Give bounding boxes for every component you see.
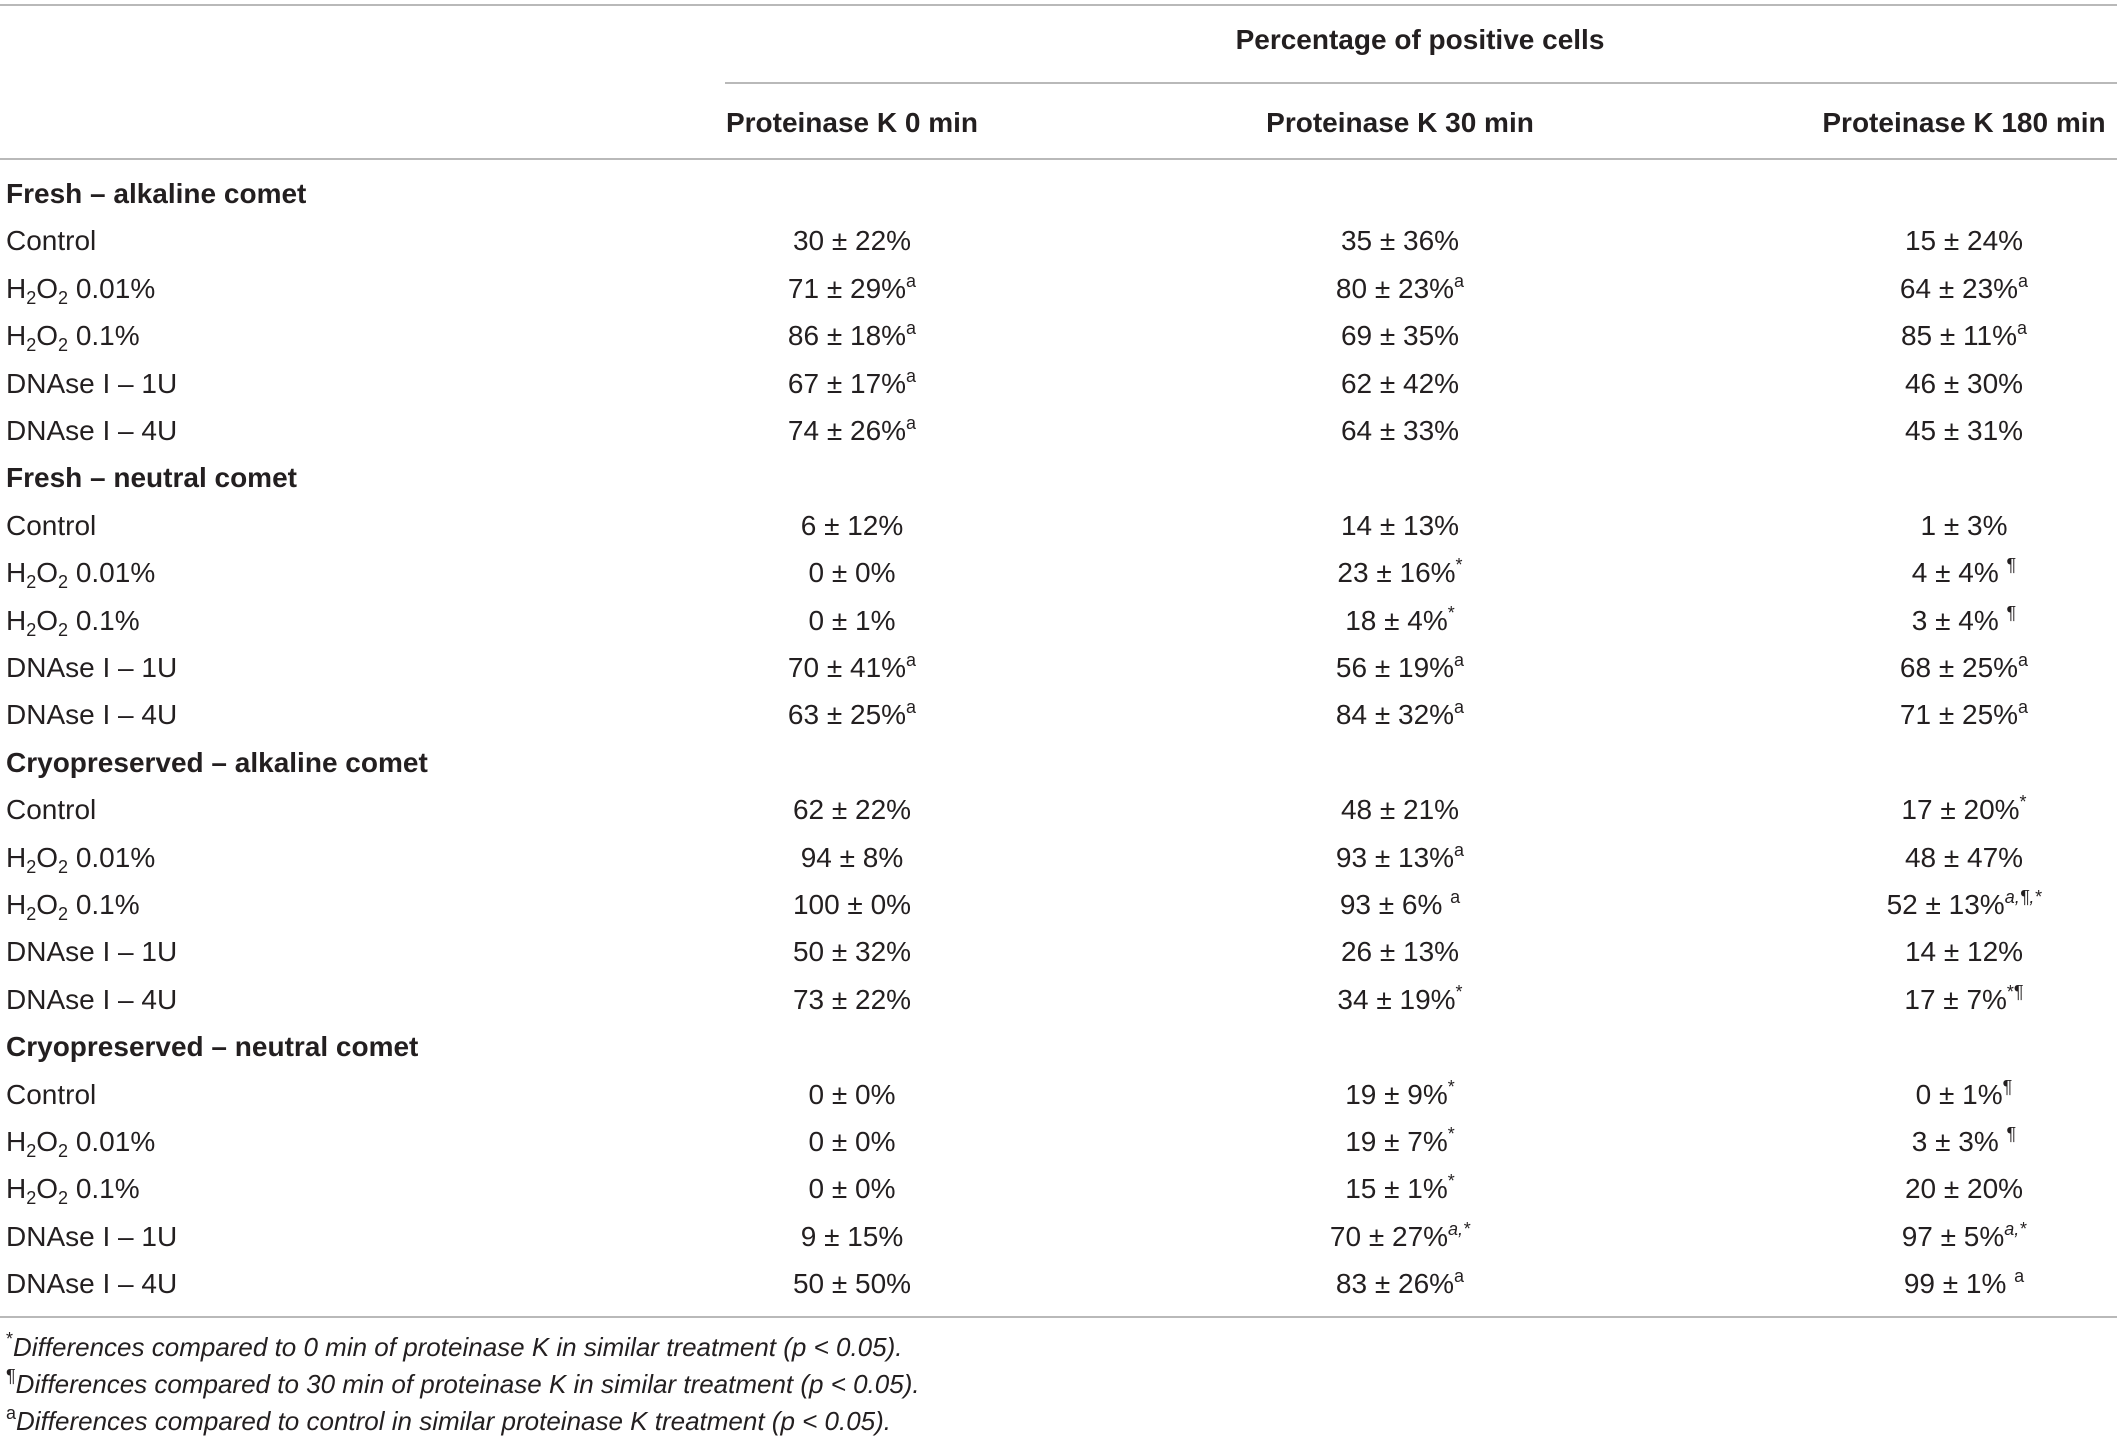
- column-header-0min: Proteinase K 0 min: [725, 107, 979, 138]
- table-cell: [1340, 887, 1460, 923]
- table-cell: [1336, 650, 1464, 686]
- significance-mark: ¶: [2002, 1076, 2013, 1097]
- section-title: Cryopreserved – neutral comet: [6, 1031, 419, 1063]
- table-cell: [788, 271, 916, 307]
- cell-value: 0 ± 0%: [808, 1173, 896, 1205]
- table-cell: [1341, 934, 1459, 970]
- significance-mark: *: [1447, 1076, 1455, 1097]
- table-cell: [793, 982, 911, 1018]
- table-cell: [793, 223, 911, 259]
- cell-value: 99 ± 1%: [1903, 1268, 2015, 1300]
- cell-value: 46 ± 30%: [1904, 367, 2024, 399]
- row-label: [6, 366, 177, 402]
- cell-value: 20 ± 20%: [1904, 1173, 2024, 1205]
- table-cell: [1905, 840, 2023, 876]
- section-title: Fresh – alkaline comet: [6, 178, 307, 209]
- cell-value: 30 ± 22%: [792, 225, 912, 257]
- cell-value: 0 ± 1%: [1915, 1078, 2003, 1110]
- subscript: 2: [58, 572, 69, 593]
- subscript: 2: [26, 1188, 37, 1209]
- significance-mark: *¶: [2006, 981, 2024, 1002]
- table-cell: [809, 1124, 896, 1160]
- row-label-text: O: [36, 841, 59, 873]
- row-label-text: O: [36, 557, 59, 589]
- row-label-text: Control: [6, 1078, 97, 1110]
- subscript: 2: [26, 1141, 37, 1161]
- table-cell: [1341, 318, 1459, 354]
- row-label-text: O: [36, 1173, 59, 1205]
- significance-mark: a: [1454, 1266, 1465, 1287]
- cell-value: 48 ± 47%: [1904, 841, 2024, 873]
- significance-mark: a: [1454, 270, 1465, 291]
- row-label-text: O: [36, 604, 59, 636]
- table-cell: [1336, 271, 1464, 307]
- table-cell: [788, 697, 916, 733]
- table-cell: [1901, 318, 2027, 354]
- table-cell: [788, 413, 916, 449]
- significance-mark: a: [2018, 697, 2029, 718]
- cell-value: 70 ± 41%: [787, 652, 907, 683]
- table-cell: [1336, 697, 1464, 733]
- row-label-text: 0.01%: [68, 1126, 156, 1157]
- cell-value: 93 ± 13%: [1335, 841, 1455, 873]
- subscript: 2: [26, 856, 37, 877]
- row-label-text: DNAse I – 1U: [6, 652, 178, 683]
- table-cell: [788, 318, 916, 354]
- table-cell: [793, 1266, 911, 1302]
- significance-mark: a: [906, 270, 917, 291]
- cell-value: 0 ± 0%: [808, 557, 896, 589]
- cell-value: 93 ± 6%: [1339, 889, 1451, 920]
- subscript: 2: [26, 287, 37, 308]
- cell-value: 26 ± 13%: [1340, 936, 1460, 968]
- cell-value: 67 ± 17%: [787, 367, 907, 399]
- table-cell: [1905, 934, 2023, 970]
- footnote-mark: ¶: [6, 1366, 16, 1386]
- table-cell: [1901, 792, 2026, 828]
- cell-value: 94 ± 8%: [800, 841, 904, 873]
- footnote-mark: *: [6, 1329, 14, 1349]
- cell-value: 14 ± 12%: [1904, 936, 2024, 968]
- row-label-text: H: [6, 1173, 27, 1205]
- significance-mark: a: [906, 365, 917, 386]
- row-label-text: 0.1%: [68, 604, 140, 636]
- significance-mark: a: [1450, 887, 1461, 907]
- row-label-text: 0.1%: [68, 889, 140, 920]
- cell-value: 80 ± 23%: [1335, 272, 1455, 304]
- cell-value: 18 ± 4%: [1345, 604, 1448, 636]
- subscript: 2: [58, 1141, 69, 1161]
- table-cell: [1887, 887, 2042, 923]
- table-cell: [809, 1077, 896, 1113]
- table-cell: [788, 366, 916, 402]
- subscript: 2: [58, 287, 69, 308]
- significance-mark: ¶: [2006, 555, 2017, 576]
- table-cell: [1345, 1077, 1455, 1113]
- table-cell: [1341, 366, 1459, 402]
- group-header: Percentage of positive cells: [1235, 24, 1605, 55]
- table-cell: [1900, 650, 2028, 686]
- cell-value: 86 ± 18%: [787, 320, 907, 352]
- footnote: [6, 1367, 920, 1401]
- row-label: [6, 508, 96, 544]
- significance-mark: *: [2019, 792, 2027, 813]
- cell-value: 62 ± 22%: [792, 794, 912, 826]
- cell-value: 15 ± 1%: [1345, 1173, 1448, 1205]
- row-label-text: Control: [6, 225, 97, 257]
- table-cell: [1330, 1219, 1470, 1255]
- cell-value: 0 ± 1%: [808, 604, 896, 636]
- significance-mark: *: [1455, 981, 1463, 1002]
- cell-value: 19 ± 7%: [1345, 1126, 1448, 1157]
- row-label: [6, 1124, 155, 1160]
- cell-value: 64 ± 23%: [1899, 272, 2019, 304]
- table-cell: [1345, 603, 1455, 639]
- table-cell: [793, 934, 911, 970]
- cell-value: 74 ± 26%: [787, 415, 907, 446]
- row-label: [6, 650, 177, 686]
- cell-value: 3 ± 3%: [1911, 1126, 2007, 1157]
- table-cell: [1905, 413, 2023, 449]
- subscript: 2: [26, 619, 37, 640]
- cell-value: 69 ± 35%: [1340, 320, 1460, 352]
- row-label-text: 0.01%: [68, 272, 156, 304]
- table-cell: [1336, 840, 1464, 876]
- cell-value: 19 ± 9%: [1345, 1078, 1448, 1110]
- table-cell: [809, 555, 896, 591]
- cell-value: 4 ± 4%: [1911, 557, 2007, 589]
- table-cell: [1345, 1124, 1455, 1160]
- table-cell: [1905, 1171, 2023, 1207]
- table-cell: [1345, 1171, 1455, 1207]
- row-label: [6, 1171, 140, 1207]
- row-label-text: H: [6, 604, 27, 636]
- significance-mark: *: [1447, 1124, 1455, 1144]
- significance-mark: a: [1454, 650, 1465, 670]
- row-label-text: H: [6, 320, 27, 352]
- section-title: Cryopreserved – alkaline comet: [6, 746, 428, 778]
- row-label: [6, 1266, 177, 1302]
- significance-mark: *: [1455, 555, 1463, 576]
- row-label-text: DNAse I – 4U: [6, 1268, 178, 1300]
- table-cell: [1904, 982, 2023, 1018]
- subscript: 2: [58, 856, 69, 877]
- cell-value: 35 ± 36%: [1340, 225, 1460, 257]
- significance-mark: a,¶,*: [2004, 887, 2042, 907]
- cell-value: 14 ± 13%: [1340, 509, 1460, 541]
- row-label-text: Control: [6, 794, 97, 826]
- footnote: [6, 1404, 891, 1438]
- cell-value: 83 ± 26%: [1335, 1268, 1455, 1300]
- footnote: [6, 1330, 902, 1364]
- row-label-text: DNAse I – 4U: [6, 699, 178, 731]
- table-cell: [801, 1219, 904, 1255]
- row-label: [6, 223, 96, 259]
- row-label: [6, 603, 140, 639]
- bottom-rule: [0, 1316, 2117, 1318]
- row-label-text: O: [36, 320, 59, 352]
- table-cell: [801, 508, 904, 544]
- row-label-text: DNAse I – 1U: [6, 367, 178, 399]
- row-label: [6, 792, 96, 828]
- table-cell: [1904, 1266, 2024, 1302]
- row-label-text: DNAse I – 4U: [6, 983, 178, 1015]
- row-label: [6, 887, 140, 923]
- subscript: 2: [58, 1188, 69, 1209]
- table-cell: [1900, 697, 2028, 733]
- cell-value: 63 ± 25%: [787, 699, 907, 731]
- cell-value: 17 ± 7%: [1904, 983, 2007, 1015]
- row-label-text: H: [6, 841, 27, 873]
- significance-mark: a: [2018, 270, 2029, 291]
- significance-mark: a: [906, 413, 917, 433]
- row-label-text: H: [6, 557, 27, 589]
- group-underline: [725, 82, 2117, 84]
- cell-value: 68 ± 25%: [1899, 652, 2019, 683]
- subscript: 2: [58, 335, 69, 356]
- significance-mark: a: [906, 697, 917, 718]
- footnote-mark: a: [6, 1403, 17, 1423]
- cell-value: 50 ± 32%: [792, 936, 912, 968]
- table-cell: [1337, 555, 1462, 591]
- significance-mark: a: [2014, 1266, 2025, 1287]
- table-cell: [1341, 223, 1459, 259]
- significance-mark: a: [2018, 650, 2029, 670]
- cell-value: 71 ± 29%: [787, 272, 907, 304]
- cell-value: 84 ± 32%: [1335, 699, 1455, 731]
- table-cell: [1912, 603, 2016, 639]
- significance-mark: *: [1447, 1171, 1455, 1192]
- table-cell: [1900, 271, 2028, 307]
- row-label: [6, 1219, 177, 1255]
- cell-value: 0 ± 0%: [808, 1078, 896, 1110]
- row-label: [6, 1077, 96, 1113]
- cell-value: 48 ± 21%: [1340, 794, 1460, 826]
- cell-value: 34 ± 19%: [1337, 983, 1456, 1015]
- row-label-text: DNAse I – 1U: [6, 1220, 178, 1252]
- significance-mark: a,*: [1448, 1218, 1471, 1239]
- table-cell: [793, 887, 911, 923]
- row-label-text: Control: [6, 509, 97, 541]
- table-cell: [1336, 1266, 1464, 1302]
- row-label: [6, 934, 177, 970]
- significance-mark: ¶: [2006, 1124, 2017, 1144]
- table-cell: [1905, 223, 2023, 259]
- table-cell: [1341, 413, 1459, 449]
- cell-value: 97 ± 5%: [1901, 1220, 2005, 1252]
- table-cell: [1337, 982, 1462, 1018]
- table-cell: [1905, 366, 2023, 402]
- cell-value: 3 ± 4%: [1911, 604, 2007, 636]
- row-label: [6, 413, 177, 449]
- table-cell: [1902, 1219, 2027, 1255]
- table-cell: [1912, 1124, 2016, 1160]
- row-label-text: H: [6, 1126, 27, 1157]
- significance-mark: a: [906, 650, 917, 670]
- row-label-text: O: [36, 272, 59, 304]
- column-header-180min: Proteinase K 180 min: [1822, 107, 2106, 138]
- subscript: 2: [26, 572, 37, 593]
- table-cell: [1341, 508, 1459, 544]
- cell-value: 6 ± 12%: [800, 509, 904, 541]
- table-cell: [809, 603, 896, 639]
- significance-mark: ¶: [2006, 602, 2017, 623]
- footnote-text: Differences compared to 0 min of proteinase K in similar treatment (p < 0.05).: [13, 1332, 903, 1362]
- row-label: [6, 555, 155, 591]
- cell-value: 15 ± 24%: [1904, 225, 2024, 257]
- row-label: [6, 318, 140, 354]
- row-label-text: 0.01%: [68, 841, 156, 873]
- significance-mark: a,*: [2004, 1218, 2027, 1239]
- section-title: Fresh – neutral comet: [6, 462, 297, 494]
- cell-value: 0 ± 0%: [808, 1126, 896, 1157]
- cell-value: 45 ± 31%: [1904, 415, 2024, 446]
- row-label-text: DNAse I – 4U: [6, 415, 178, 446]
- table-cell: [1341, 792, 1459, 828]
- top-rule: [0, 4, 2117, 6]
- column-header-30min: Proteinase K 30 min: [1266, 107, 1534, 138]
- significance-mark: a: [1454, 839, 1465, 860]
- table-cell: [801, 840, 904, 876]
- cell-value: 23 ± 16%: [1337, 557, 1456, 589]
- row-label-text: O: [36, 1126, 59, 1157]
- cell-value: 1 ± 3%: [1920, 509, 2008, 541]
- row-label-text: H: [6, 272, 27, 304]
- cell-value: 70 ± 27%: [1329, 1220, 1449, 1252]
- significance-mark: *: [1447, 602, 1455, 623]
- row-label-text: 0.1%: [68, 1173, 140, 1205]
- subscript: 2: [26, 904, 37, 924]
- table-cell: [809, 1171, 896, 1207]
- header-rule: [0, 158, 2117, 160]
- subscript: 2: [26, 335, 37, 356]
- table-cell: [1921, 508, 2008, 544]
- table-cell: [793, 792, 911, 828]
- subscript: 2: [58, 904, 69, 924]
- cell-value: 9 ± 15%: [800, 1220, 904, 1252]
- row-label-text: DNAse I – 1U: [6, 936, 178, 968]
- significance-mark: a: [1454, 697, 1465, 718]
- cell-value: 52 ± 13%: [1886, 889, 2005, 920]
- cell-value: 17 ± 20%: [1901, 794, 2020, 826]
- cell-value: 71 ± 25%: [1899, 699, 2019, 731]
- cell-value: 56 ± 19%: [1335, 652, 1455, 683]
- subscript: 2: [58, 619, 69, 640]
- cell-value: 100 ± 0%: [792, 889, 912, 920]
- row-label-text: 0.01%: [68, 557, 156, 589]
- row-label: [6, 982, 177, 1018]
- significance-mark: a: [906, 318, 917, 339]
- cell-value: 85 ± 11%: [1900, 320, 2018, 352]
- row-label-text: O: [36, 889, 59, 920]
- footnote-text: Differences compared to control in similar proteinase K treatment (p < 0.05).: [16, 1406, 892, 1436]
- cell-value: 50 ± 50%: [792, 1268, 912, 1300]
- row-label: [6, 271, 155, 307]
- row-label-text: H: [6, 889, 27, 920]
- table-cell: [1916, 1077, 2013, 1113]
- table-cell: [1912, 555, 2016, 591]
- cell-value: 64 ± 33%: [1340, 415, 1460, 446]
- row-label: [6, 697, 177, 733]
- row-label-text: 0.1%: [68, 320, 140, 352]
- row-label: [6, 840, 155, 876]
- cell-value: 73 ± 22%: [792, 983, 912, 1015]
- cell-value: 62 ± 42%: [1340, 367, 1460, 399]
- table-cell: [788, 650, 916, 686]
- footnote-text: Differences compared to 30 min of proteinase K in similar treatment (p < 0.05).: [15, 1369, 920, 1399]
- significance-mark: a: [2017, 318, 2028, 339]
